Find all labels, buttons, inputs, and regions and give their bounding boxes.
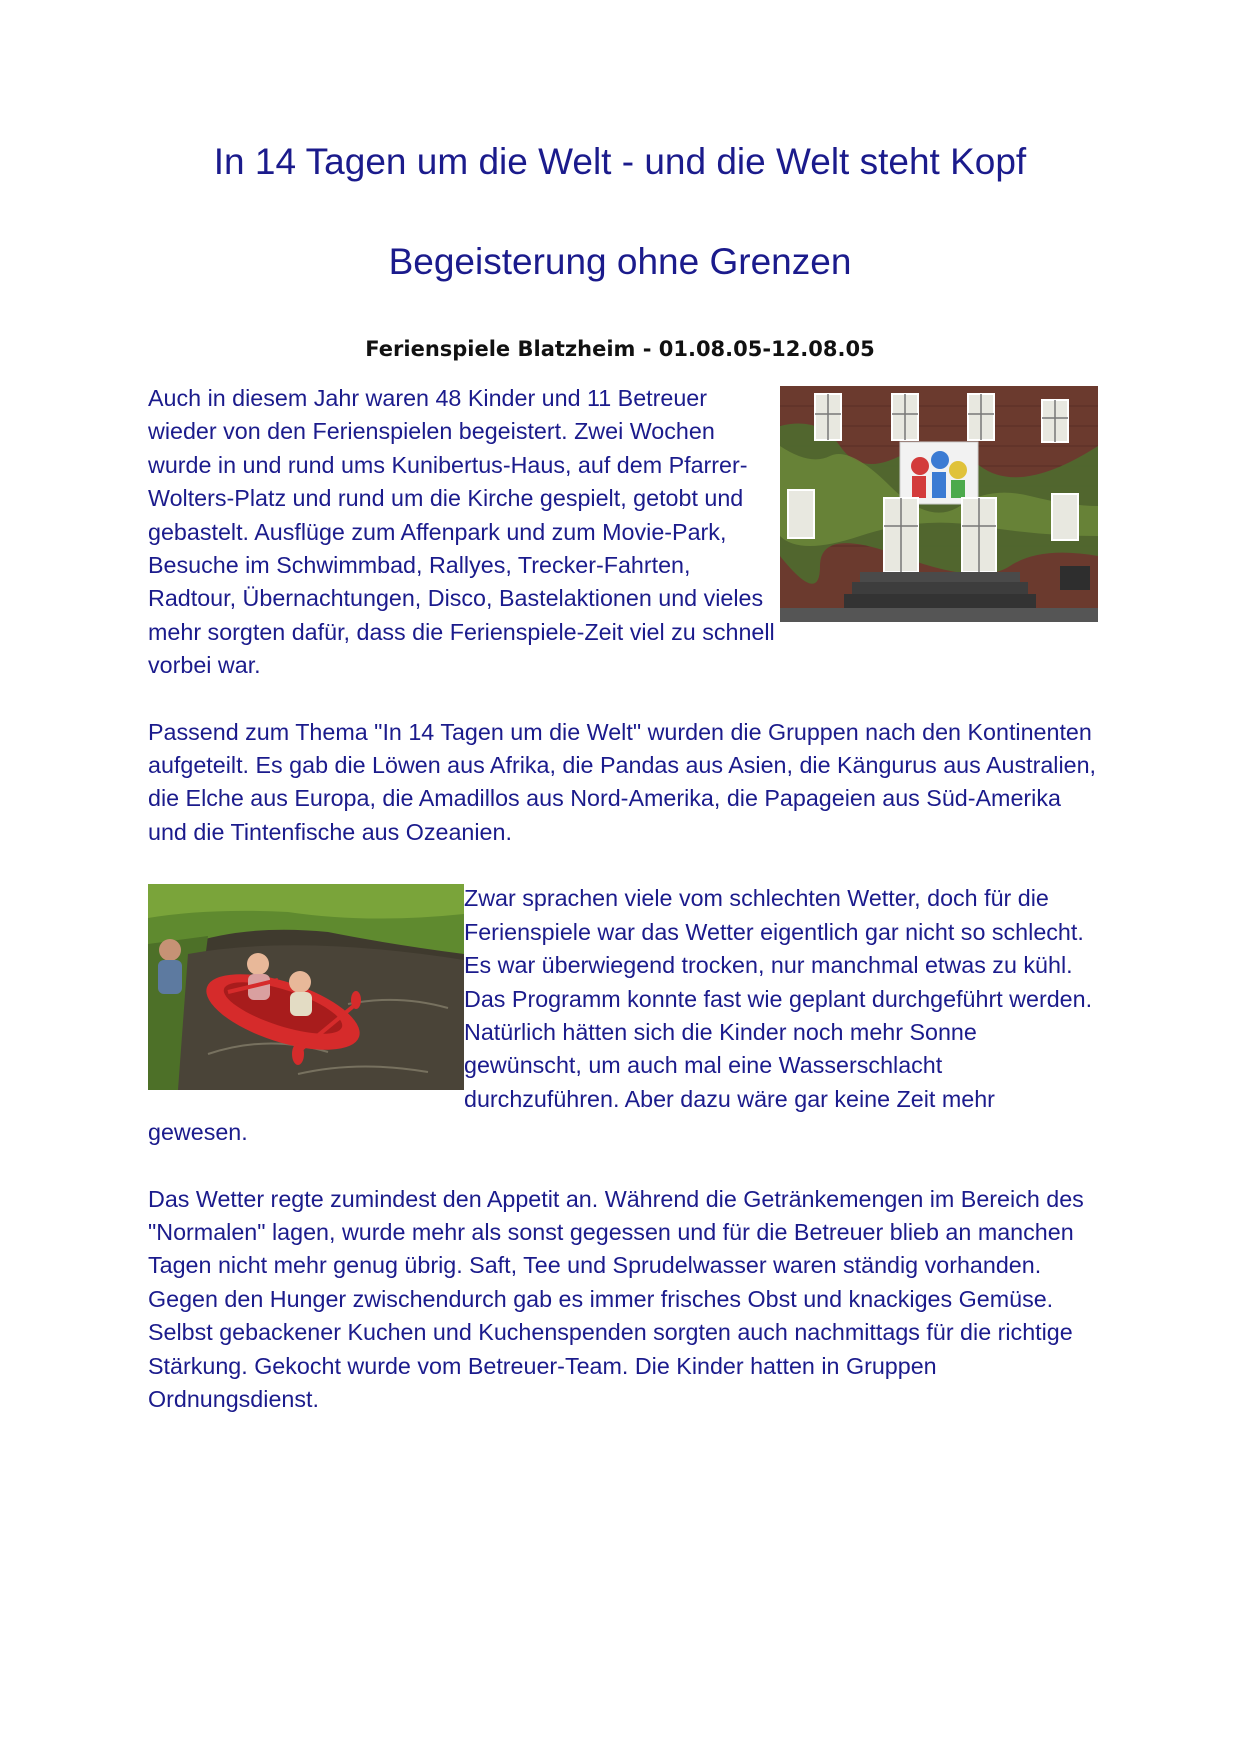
paragraph-groups: Passend zum Thema "In 14 Tagen um die Welt" wurden die Gruppen nach den Kontinenten aufgeteilt. Es gab die Löwen aus Afrika, die Pandas aus Asien, die Kängurus aus Australien, die Elche aus Europa, die Amadillos aus Nord-Amerika, die Papageien aus Süd-Amerika und die Tintenfische aus Ozeanien. — [148, 718, 1097, 845]
paragraph-intro-text: Auch in diesem Jahr waren 48 Kinder und 11 Betreuer wieder von den Ferienspielen begeistert. Zwei Wochen wurde in und rund ums Kunibertus-Haus, auf dem Pfarrer-Wolters-Platz und rund um die Kirche gespielt, getobt und gebastelt. Ausflüge zum Affenpark und zum Movie-Park, Besuche im Schwimmbad, Rallyes, Trecker-Fahrten, Radtour, Übernachtungen, Disco, Bastelaktionen und vieles mehr sorgten dafür, dass die Ferienspiele-Zeit viel zu schnell vorbei war. — [148, 385, 775, 679]
building-photo — [780, 386, 1098, 622]
event-meta: Ferienspiele Blatzheim - 01.08.05-12.08.05 — [365, 337, 875, 361]
article-body — [148, 382, 1098, 1449]
page-title: In 14 Tagen um die Welt - und die Welt steht Kopf — [213, 141, 1027, 182]
paragraph-food: Das Wetter regte zumindest den Appetit an. Während die Getränkemengen im Bereich des "Normalen" lagen, wurde mehr als sonst gegessen und für die Betreuer blieb an manchen Tagen nicht mehr genug übrig. Saft, Tee und Sprudelwasser waren ständig vorhanden. Gegen den Hunger zwischendurch gab es immer frisches Obst und knackiges Gemüse. Selbst gebackener Kuchen und Kuchenspenden sorgten auch nachmittags für die richtige Stärkung. Gekocht wurde vom Betreuer-Team. Die Kinder hatten in Gruppen Ordnungsdienst. — [148, 1185, 1084, 1412]
paragraph-intro — [148, 382, 1098, 683]
paragraph-weather-text: Zwar sprachen viele vom schlechten Wetter, doch für die Ferienspiele war das Wetter eigentlich gar nicht so schlecht. Es war überwiegend trocken, nur manchmal etwas zu kühl. Das Programm konnte fast wie geplant durchgeführt werden. Natürlich hätten sich die Kinder noch mehr Sonne gewünscht, um auch mal eine Wasserschlacht durchzuführen. Aber dazu wäre gar keine Zeit mehr gewesen. — [148, 885, 1093, 1146]
boat-photo — [148, 884, 464, 1090]
paragraph-weather — [148, 882, 1098, 1149]
page-subtitle: Begeisterung ohne Grenzen — [388, 241, 852, 282]
